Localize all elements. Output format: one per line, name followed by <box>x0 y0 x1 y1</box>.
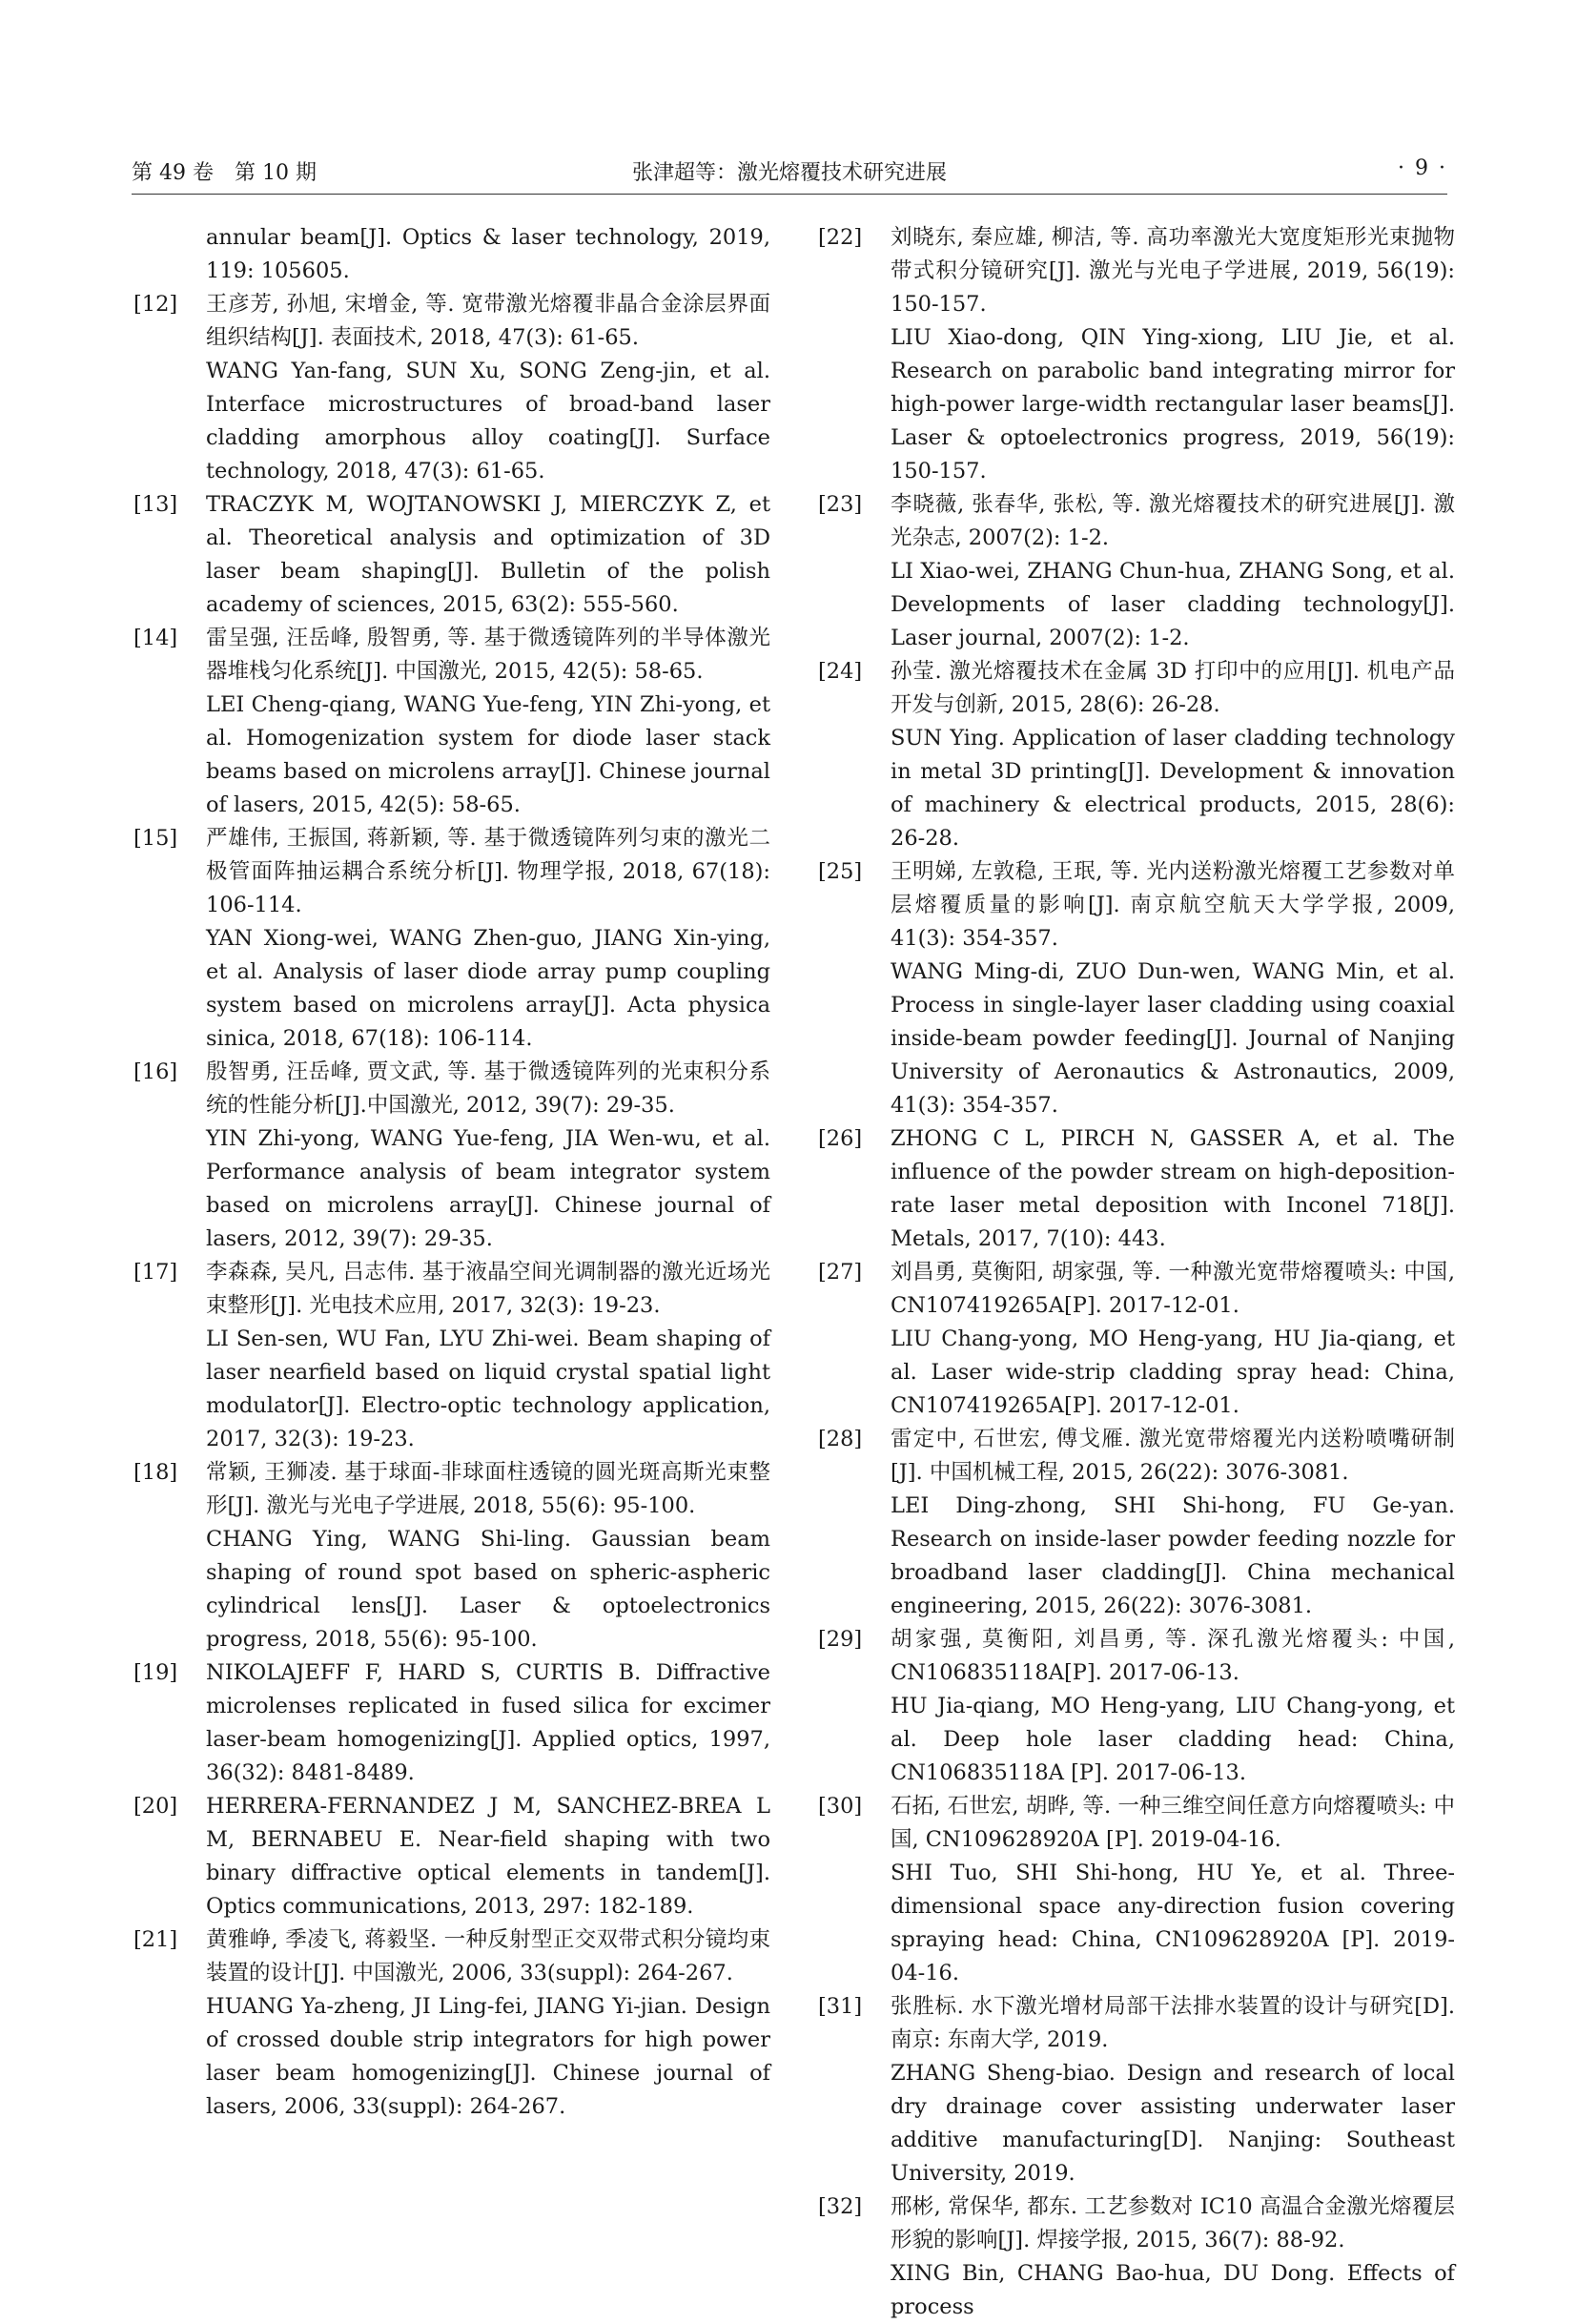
reference-english: ZHANG Sheng-biao. Design and research of local dry drainage cover assisting underwater laser additive manufacturing[D]. Nanjing: Southeast University, 2019. <box>891 2061 1455 2186</box>
left-column <box>132 221 770 2124</box>
reference-chinese: 王明娣, 左敦稳, 王珉, 等. 光内送粉激光熔覆工艺参数对单层熔覆质量的影响[J]. 南京航空航天大学学报, 2009, 41(3): 354-357. <box>891 859 1455 951</box>
reference-number: [12] <box>133 292 178 317</box>
reference-number: [25] <box>818 859 863 884</box>
reference-chinese: 刘昌勇, 莫衡阳, 胡家强, 等. 一种激光宽带熔覆喷头: 中国, CN107419265A[P]. 2017-12-01. <box>891 1260 1455 1318</box>
reference-chinese: 严雄伟, 王振国, 蒋新颖, 等. 基于微透镜阵列匀束的激光二极管面阵抽运耦合系统分析[J]. 物理学报, 2018, 67(18): 106-114. <box>206 826 770 917</box>
reference-entry <box>132 1056 770 1256</box>
reference-chinese: 雷定中, 石世宏, 傅戈雁. 激光宽带熔覆光内送粉喷嘴研制[J]. 中国机械工程, 2015, 26(22): 3076-3081. <box>891 1427 1455 1485</box>
reference-number: [13] <box>133 492 178 517</box>
reference-english: HUANG Ya-zheng, JI Ling-fei, JIANG Yi-jian. Design of crossed double strip integrators for high power laser beam homogenizing[J]. Chinese journal of lasers, 2006, 33(suppl): 264-267. <box>206 1994 770 2119</box>
reference-entry <box>816 1423 1455 1623</box>
running-title: 张津超等：激光熔覆技术研究进展 <box>631 161 947 185</box>
reference-entry <box>132 488 770 622</box>
reference-entry <box>132 1923 770 2124</box>
reference-entry <box>132 822 770 1056</box>
reference-entry <box>816 1990 1455 2190</box>
reference-number: [23] <box>818 492 863 517</box>
reference-number: [18] <box>133 1460 178 1485</box>
reference-entry <box>132 622 770 822</box>
reference-number: [21] <box>133 1927 178 1952</box>
reference-entry <box>816 488 1455 655</box>
reference-english: YIN Zhi-yong, WANG Yue-feng, JIA Wen-wu, et al. Performance analysis of beam integrator system based on microlens array[J]. Chinese journal of lasers, 2012, 39(7): 29-35. <box>206 1126 770 1251</box>
reference-english: WANG Yan-fang, SUN Xu, SONG Zeng-jin, et al. Interface microstructures of broad-band laser cladding amorphous alloy coating[J]. Surface technology, 2018, 47(3): 61-65. <box>206 359 770 483</box>
reference-chinese: 黄雅峥, 季凌飞, 蒋毅坚. 一种反射型正交双带式积分镜均束装置的设计[J]. 中国激光, 2006, 33(suppl): 264-267. <box>206 1927 770 1985</box>
continued-reference <box>132 221 770 288</box>
reference-entry <box>132 1656 770 1790</box>
reference-number: [19] <box>133 1660 178 1685</box>
reference-number: [20] <box>133 1794 178 1819</box>
reference-chinese: 常颖, 王狮凌. 基于球面-非球面柱透镜的圆光斑高斯光束整形[J]. 激光与光电子学进展, 2018, 55(6): 95-100. <box>206 1460 770 1518</box>
reference-number: [27] <box>818 1260 863 1285</box>
reference-entry <box>816 855 1455 1122</box>
reference-entry <box>816 2190 1455 2324</box>
reference-chinese: 李晓薇, 张春华, 张松, 等. 激光熔覆技术的研究进展[J]. 激光杂志, 2007(2): 1-2. <box>891 492 1455 550</box>
reference-number: [22] <box>818 225 863 250</box>
reference-english: LIU Chang-yong, MO Heng-yang, HU Jia-qiang, et al. Laser wide-strip cladding spray head: China, CN107419265A[P]. 2017-12-01. <box>891 1327 1455 1418</box>
reference-chinese: 李森森, 吴凡, 吕志伟. 基于液晶空间光调制器的激光近场光束整形[J]. 光电技术应用, 2017, 32(3): 19-23. <box>206 1260 770 1318</box>
reference-english: HERRERA-FERNANDEZ J M, SANCHEZ-BREA L M, BERNABEU E. Near-field shaping with two binary diffractive optical elements in tandem[J]. Optics communications, 2013, 297: 182-189. <box>206 1794 770 1919</box>
reference-entry <box>816 1256 1455 1423</box>
reference-entry <box>816 1122 1455 1256</box>
reference-entry <box>132 1456 770 1656</box>
reference-number: [17] <box>133 1260 178 1285</box>
running-header <box>132 151 1447 189</box>
reference-english: TRACZYK M, WOJTANOWSKI J, MIERCZYK Z, et al. Theoretical analysis and optimization of 3D laser beam shaping[J]. Bulletin of the polish academy of sciences, 2015, 63(2): 555-560. <box>206 492 770 617</box>
reference-number: [29] <box>818 1627 863 1652</box>
reference-entry <box>816 655 1455 855</box>
reference-english: YAN Xiong-wei, WANG Zhen-guo, JIANG Xin-ying, et al. Analysis of laser diode array pump coupling system based on microlens array[J]. Acta physica sinica, 2018, 67(18): 106-114. <box>206 926 770 1051</box>
reference-entry <box>816 1623 1455 1790</box>
reference-english: SUN Ying. Application of laser cladding technology in metal 3D printing[J]. Development & innovation of machinery & electrical products, 2015, 28(6): 26-28. <box>891 726 1455 851</box>
reference-english: SHI Tuo, SHI Shi-hong, HU Ye, et al. Three-dimensional space any-direction fusion covering spraying head: China, CN109628920A [P]. 2019-04-16. <box>891 1861 1455 1985</box>
reference-chinese: 石拓, 石世宏, 胡晔, 等. 一种三维空间任意方向熔覆喷头: 中国, CN109628920A [P]. 2019-04-16. <box>891 1794 1455 1852</box>
reference-english: LI Xiao-wei, ZHANG Chun-hua, ZHANG Song, et al. Developments of laser cladding technology[J]. Laser journal, 2007(2): 1-2. <box>891 559 1455 650</box>
continued-reference-text: annular beam[J]. Optics & laser technology, 2019, 119: 105605. <box>206 225 770 283</box>
reference-number: [31] <box>818 1994 863 2019</box>
reference-entry <box>816 221 1455 488</box>
reference-english: LI Sen-sen, WU Fan, LYU Zhi-wei. Beam shaping of laser nearfield based on liquid crystal spatial light modulator[J]. Electro-optic technology application, 2017, 32(3): 19-23. <box>206 1327 770 1451</box>
reference-chinese: 刘晓东, 秦应雄, 柳洁, 等. 高功率激光大宽度矩形光束抛物带式积分镜研究[J]. 激光与光电子学进展, 2019, 56(19): 150-157. <box>891 225 1455 317</box>
reference-number: [28] <box>818 1427 863 1451</box>
reference-english: HU Jia-qiang, MO Heng-yang, LIU Chang-yong, et al. Deep hole laser cladding head: China, CN106835118A [P]. 2017-06-13. <box>891 1694 1455 1785</box>
reference-entry <box>132 1256 770 1456</box>
reference-english: LIU Xiao-dong, QIN Ying-xiong, LIU Jie, et al. Research on parabolic band integrating mirror for high-power large-width rectangular laser beams[J]. Laser & optoelectronics progress, 2019, 56(19): 150-157. <box>891 325 1455 483</box>
reference-english: LEI Cheng-qiang, WANG Yue-feng, YIN Zhi-yong, et al. Homogenization system for diode laser stack beams based on microlens array[J]. Chinese journal of lasers, 2015, 42(5): 58-65. <box>206 692 770 817</box>
reference-number: [15] <box>133 826 178 851</box>
reference-chinese: 邢彬, 常保华, 都东. 工艺参数对 IC10 高温合金激光熔覆层形貌的影响[J]. 焊接学报, 2015, 36(7): 88-92. <box>891 2194 1455 2252</box>
reference-english: ZHONG C L, PIRCH N, GASSER A, et al. The influence of the powder stream on high-deposition-rate laser metal deposition with Inconel 718[J]. Metals, 2017, 7(10): 443. <box>891 1126 1455 1251</box>
reference-chinese: 王彦芳, 孙旭, 宋增金, 等. 宽带激光熔覆非晶合金涂层界面组织结构[J]. 表面技术, 2018, 47(3): 61-65. <box>206 292 770 350</box>
reference-english: LEI Ding-zhong, SHI Shi-hong, FU Ge-yan. Research on inside-laser powder feeding nozzle for broadband laser cladding[J]. China mechanical engineering, 2015, 26(22): 3076-3081. <box>891 1493 1455 1618</box>
reference-english: NIKOLAJEFF F, HARD S, CURTIS B. Diffractive microlenses replicated in fused silica for excimer laser-beam homogenizing[J]. Applied optics, 1997, 36(32): 8481-8489. <box>206 1660 770 1785</box>
reference-english: CHANG Ying, WANG Shi-ling. Gaussian beam shaping of round spot based on spheric-aspheric cylindrical lens[J]. Laser & optoelectronics progress, 2018, 55(6): 95-100. <box>206 1527 770 1652</box>
reference-chinese: 雷呈强, 汪岳峰, 殷智勇, 等. 基于微透镜阵列的半导体激光器堆栈匀化系统[J]. 中国激光, 2015, 42(5): 58-65. <box>206 626 770 684</box>
right-column <box>816 221 1455 2324</box>
reference-number: [26] <box>818 1126 863 1151</box>
reference-entry <box>132 288 770 488</box>
reference-english: WANG Ming-di, ZUO Dun-wen, WANG Min, et al. Process in single-layer laser cladding using coaxial inside-beam powder feeding[J]. Journal of Nanjing University of Aeronautics & Astronautics, 2009, 41(3): 354-357. <box>891 959 1455 1118</box>
page-number: · 9 · <box>1398 156 1447 180</box>
reference-entry <box>132 1790 770 1923</box>
volume-issue: 第 49 卷 第 10 期 <box>132 161 317 185</box>
reference-number: [14] <box>133 626 178 650</box>
reference-number: [16] <box>133 1059 178 1084</box>
reference-number: [24] <box>818 659 863 684</box>
reference-number: [32] <box>818 2194 863 2219</box>
reference-number: [30] <box>818 1794 863 1819</box>
reference-chinese: 殷智勇, 汪岳峰, 贾文武, 等. 基于微透镜阵列的光束积分系统的性能分析[J].中国激光, 2012, 39(7): 29-35. <box>206 1059 770 1118</box>
reference-chinese: 张胜标. 水下激光增材局部干法排水装置的设计与研究[D]. 南京: 东南大学, 2019. <box>891 1994 1455 2052</box>
reference-chinese: 孙莹. 激光熔覆技术在金属 3D 打印中的应用[J]. 机电产品开发与创新, 2015, 28(6): 26-28. <box>891 659 1455 717</box>
header-rule <box>132 194 1447 195</box>
reference-english: XING Bin, CHANG Bao-hua, DU Dong. Effects of process <box>891 2261 1455 2319</box>
reference-entry <box>816 1790 1455 1990</box>
reference-chinese: 胡家强, 莫衡阳, 刘昌勇, 等. 深孔激光熔覆头: 中国, CN106835118A[P]. 2017-06-13. <box>891 1627 1455 1685</box>
